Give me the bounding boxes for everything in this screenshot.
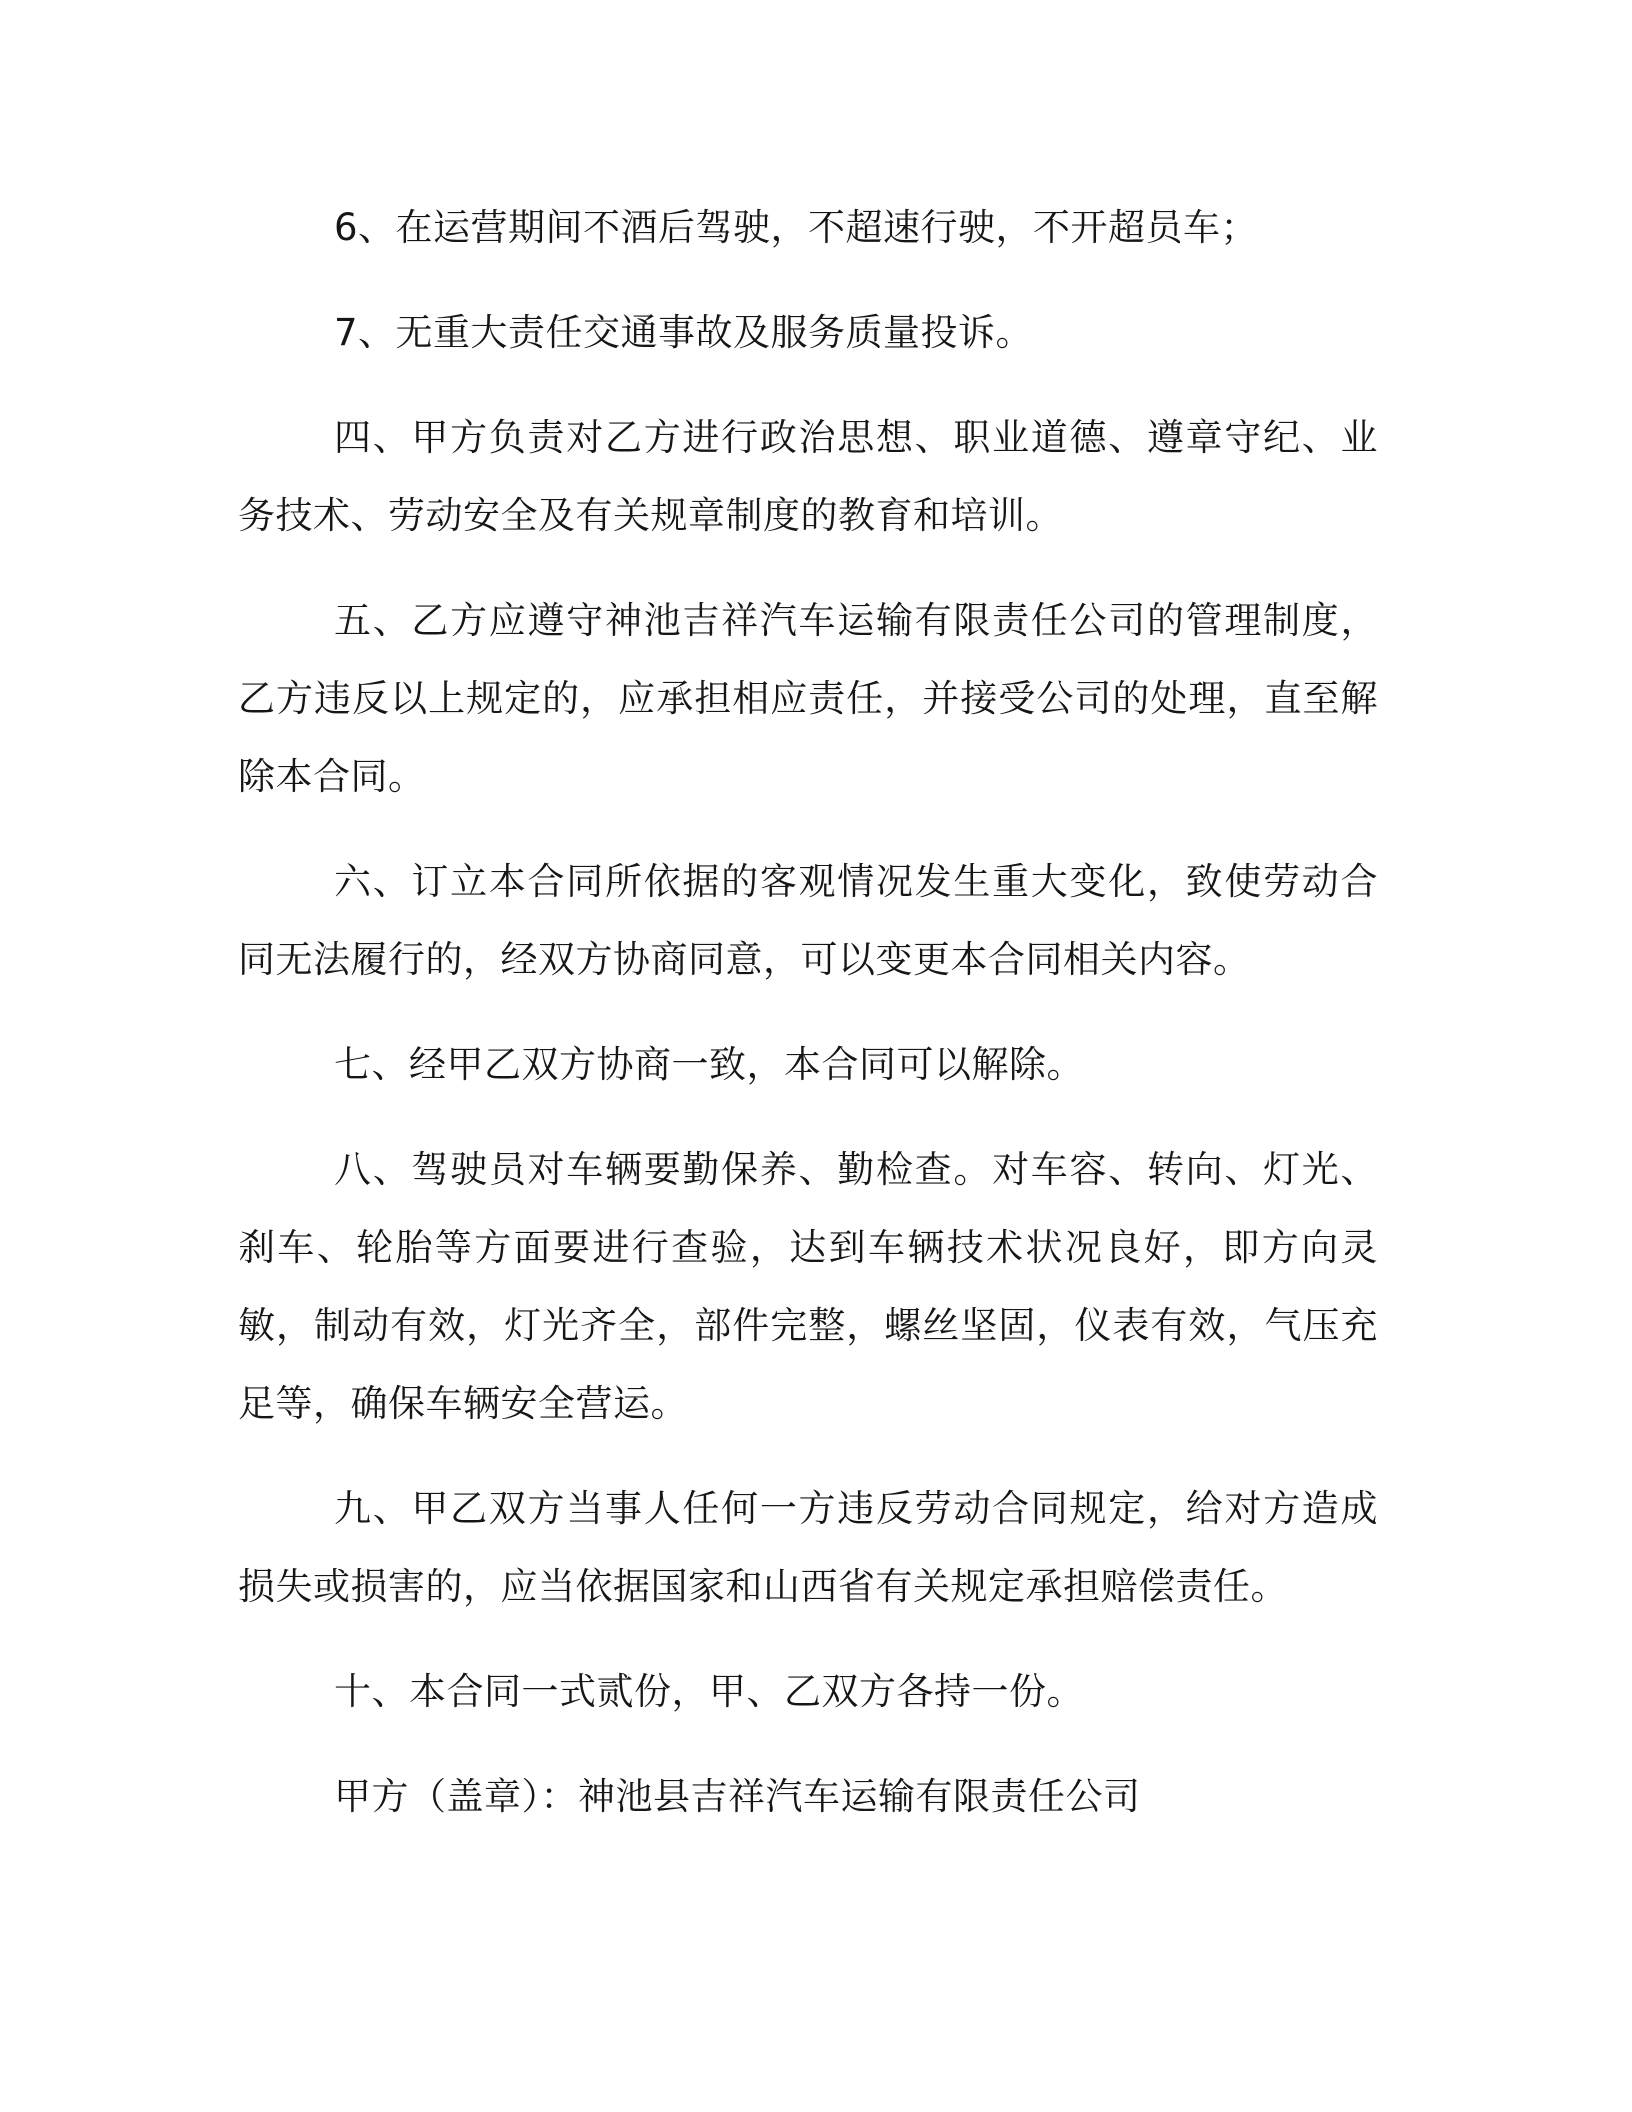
clause-6: 6、在运营期间不酒后驾驶，不超速行驶，不开超员车； (334, 206, 1259, 249)
clause-6-change: 六、订立本合同所依据的客观情况发生重大变化，致使劳动合同无法履行的，经双方协商同意，可以变更本合同相关内容。 (238, 860, 1378, 981)
clause-5-compliance: 五、乙方应遵守神池吉祥汽车运输有限责任公司的管理制度，乙方违反以上规定的，应承担相应责任，并接受公司的处理，直至解除本合同。 (238, 599, 1378, 798)
clause-9-liability: 九、甲乙双方当事人任何一方违反劳动合同规定，给对方造成损失或损害的，应当依据国家和山西省有关规定承担赔偿责任。 (238, 1487, 1378, 1608)
clause-8-vehicle-maintenance: 八、驾驶员对车辆要勤保养、勤检查。对车容、转向、灯光、刹车、轮胎等方面要进行查验，达到车辆技术状况良好，即方向灵敏，制动有效，灯光齐全，部件完整，螺丝坚固，仪表有效，气压充足等，确保车辆安全营运。 (238, 1148, 1378, 1425)
clause-10-copies: 十、本合同一式贰份，甲、乙双方各持一份。 (334, 1670, 1084, 1713)
document-body (238, 189, 1378, 1863)
clause-7-termination: 七、经甲乙双方协商一致，本合同可以解除。 (334, 1043, 1084, 1086)
party-a-signature-line: 甲方（盖章）：神池县吉祥汽车运输有限责任公司 (334, 1775, 1141, 1818)
clause-4-training: 四、甲方负责对乙方进行政治思想、职业道德、遵章守纪、业务技术、劳动安全及有关规章制度的教育和培训。 (238, 416, 1378, 537)
clause-7: 7、无重大责任交通事故及服务质量投诉。 (334, 311, 1034, 354)
